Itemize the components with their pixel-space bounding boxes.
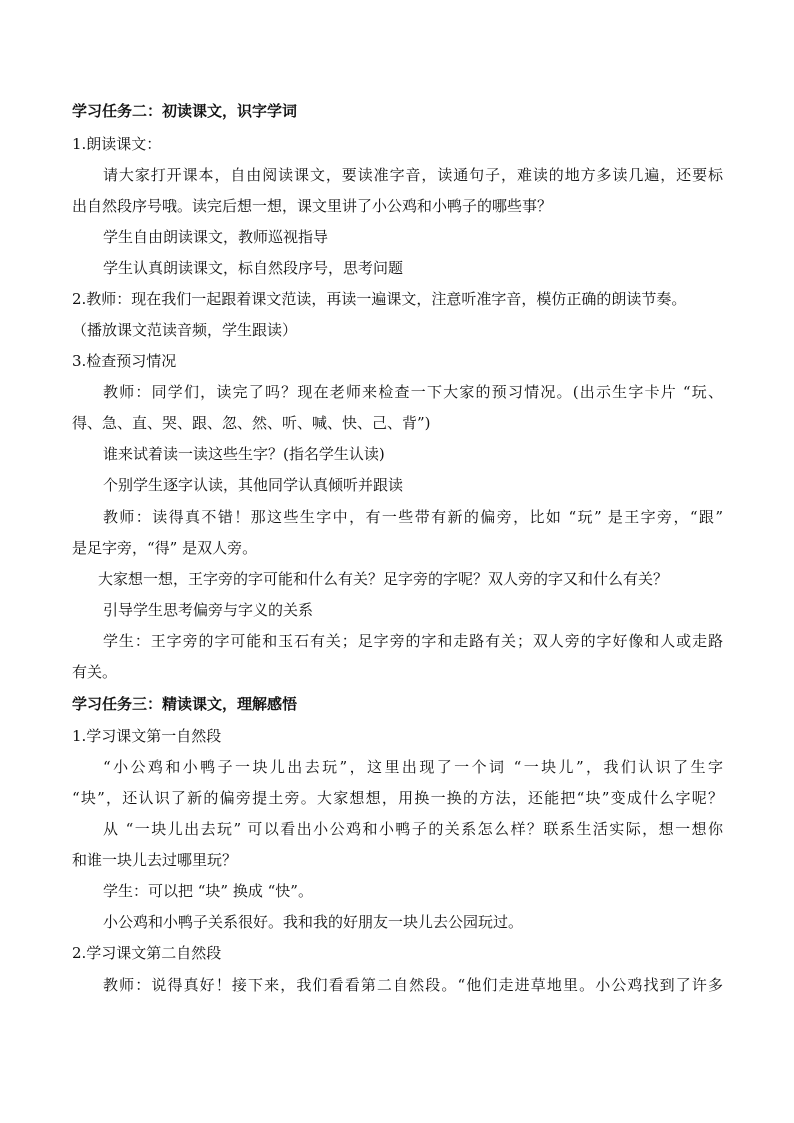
paragraph-line: 教师：说得真好！接下来，我们看看第二自然段。“他们走进草地里。小公鸡找到了许多 xyxy=(103,976,723,994)
paragraph-line: 是足字旁，“得” 是双人旁。 xyxy=(72,539,258,557)
section-1-title: 1.朗读课文： xyxy=(72,135,162,153)
paragraph-line: 请大家打开课本，自由阅读课文，要读准字音，读通句子，难读的地方多读几遍，还要标 xyxy=(103,166,723,184)
paragraph-line: 有关。 xyxy=(72,663,118,681)
paragraph: 谁来试着读一读这些生字？(指名学生认读) xyxy=(103,445,385,463)
paragraph: 大家想一想，王字旁的字可能和什么有关？足字旁的字呢？双人旁的字又和什么有关？ xyxy=(98,570,669,588)
paragraph-line: 得、急、直、哭、跟、忽、然、听、喊、快、己、背”) xyxy=(72,414,431,432)
paragraph-line: 从 “一块儿出去玩” 可以看出小公鸡和小鸭子的关系怎么样？联系生活实际，想一想你 xyxy=(103,820,723,838)
paragraph-line: 教师：同学们，读完了吗？现在老师来检查一下大家的预习情况。(出示生字卡片 “玩、 xyxy=(103,383,723,401)
paragraph: 学生：可以把 “块” 换成 “快”。 xyxy=(103,882,313,900)
paragraph-line: “块”，还认识了新的偏旁提土旁。大家想想，用换一换的方法，还能把“块”变成什么字呢？ xyxy=(72,789,723,807)
paragraph-line: 教师：读得真不错！那这些生字中，有一些带有新的偏旁，比如 “玩” 是王字旁，“跟” xyxy=(103,508,723,526)
paragraph: 个别学生逐字认读，其他同学认真倾听并跟读 xyxy=(103,476,404,494)
paragraph-line: 学生：王字旁的字可能和玉石有关；足字旁的字和走路有关；双人旁的字好像和人或走路 xyxy=(103,632,723,650)
section-2-line: （播放课文范读音频，学生跟读） xyxy=(72,321,298,339)
paragraph-line: 和谁一块儿去过哪里玩？ xyxy=(72,851,238,869)
task3-section-2-title: 2.学习课文第二自然段 xyxy=(72,944,222,962)
paragraph: 学生自由朗读课文，教师巡视指导 xyxy=(103,228,329,246)
paragraph: 学生认真朗读课文，标自然段序号，思考问题 xyxy=(103,259,404,277)
task3-section-1-title: 1.学习课文第一自然段 xyxy=(72,727,222,745)
task3-heading: 学习任务三：精读课文，理解感悟 xyxy=(72,695,298,713)
section-3-title: 3.检查预习情况 xyxy=(72,352,177,370)
paragraph: 小公鸡和小鸭子关系很好。我和我的好朋友一块儿去公园玩过。 xyxy=(103,913,524,931)
task2-heading: 学习任务二：初读课文，识字学词 xyxy=(72,102,298,120)
paragraph-line: 出自然段序号哦。读完后想一想，课文里讲了小公鸡和小鸭子的哪些事？ xyxy=(72,197,553,215)
paragraph-line: “小公鸡和小鸭子一块儿出去玩”，这里出现了一个词 “一块儿”，我们认识了生字 xyxy=(103,758,723,776)
paragraph: 引导学生思考偏旁与字义的关系 xyxy=(103,601,314,619)
section-2-line: 2.教师：现在我们一起跟着课文范读，再读一遍课文，注意听准字音，模仿正确的朗读节奏。 xyxy=(72,290,687,308)
